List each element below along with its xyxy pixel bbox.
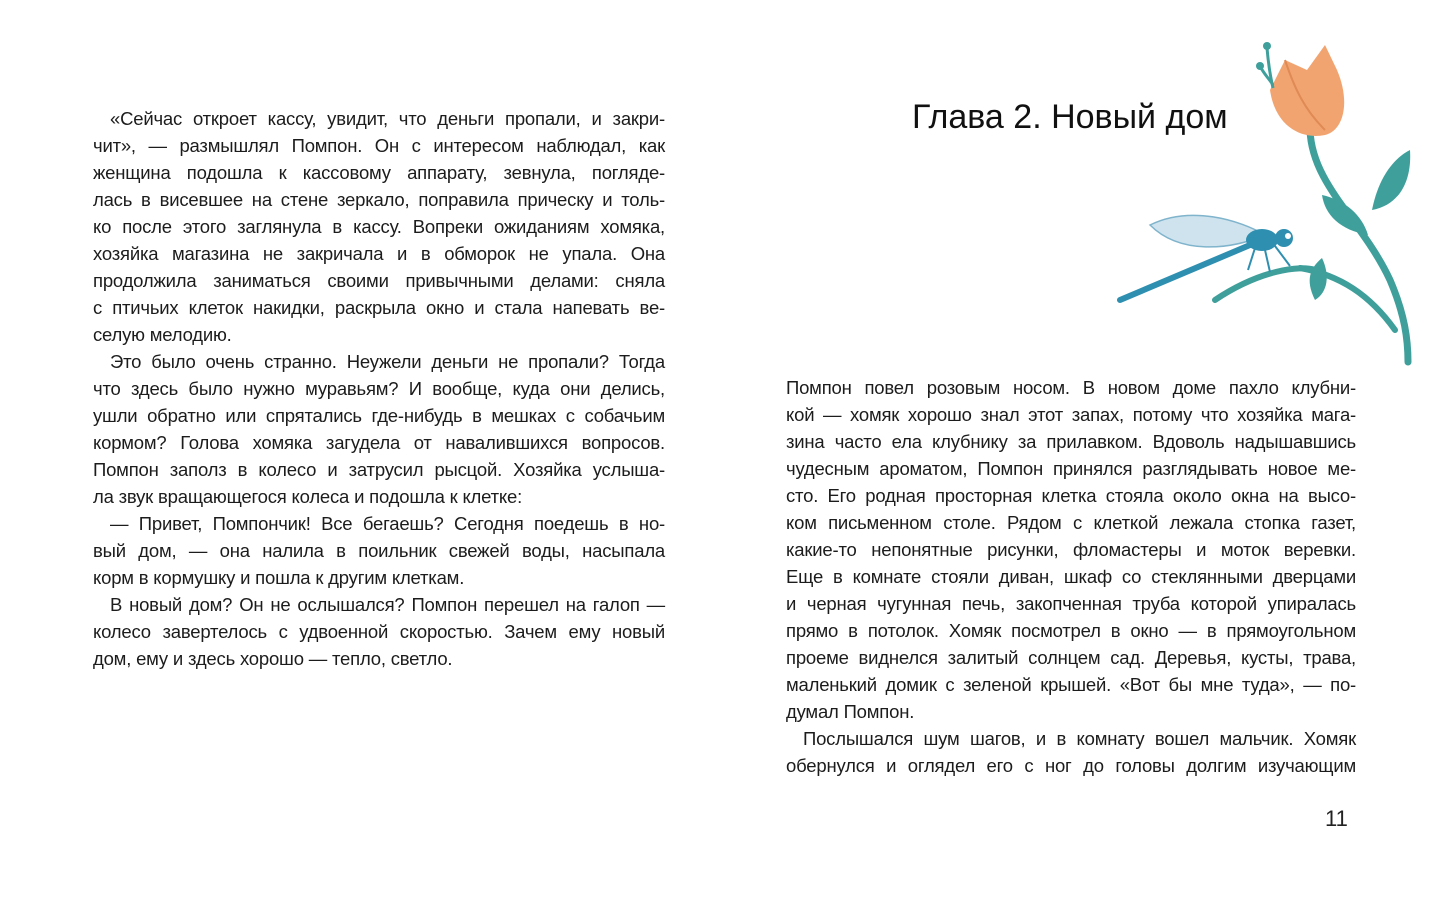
text-line: В новый дом? Он не ослышался? Помпон перешел на галоп —	[110, 594, 665, 615]
text-line: женщина подошла к кассовому аппарату, зевнула, погляде-	[93, 162, 665, 183]
text-line: селую мелодию.	[93, 324, 232, 345]
text-line: Еще в комнате стояли диван, шкаф со стеклянными дверцами	[786, 566, 1356, 587]
text-line: ла звук вращающегося колеса и подошла к клетке:	[93, 486, 523, 507]
text-line: дом, ему и здесь хорошо — тепло, светло.	[93, 648, 453, 669]
text-line: лась в висевшее на стене зеркало, поправила прическу и толь-	[93, 189, 665, 210]
text-line: колесо завертелось с удвоенной скоростью. Зачем ему новый	[93, 621, 665, 642]
text-line: кормом? Голова хомяка загудела от навалившихся вопросов.	[93, 432, 665, 453]
text-line: чудесным ароматом, Помпон принялся разглядывать новое ме-	[786, 458, 1356, 479]
text-line: корм в кормушку и пошла к другим клеткам.	[93, 567, 465, 588]
flower-dragonfly-illustration	[1100, 30, 1430, 370]
text-line: Помпон заполз в колесо и затрусил рысцой. Хозяйка услыша-	[93, 459, 665, 480]
text-line: продолжила заниматься своими привычными делами: сняла	[93, 270, 665, 291]
dragonfly-icon	[1120, 215, 1293, 300]
text-line: Помпон повел розовым носом. В новом доме пахло клубни-	[786, 377, 1356, 398]
text-line: что здесь было нужно муравьям? И вообще, куда они делись,	[93, 378, 665, 399]
text-line: маленький домик с зеленой крышей. «Вот бы мне туда», — по-	[786, 674, 1356, 695]
page-number: 11	[1325, 806, 1348, 831]
text-line: ушли обратно или спрятались где-нибудь в мешках с собачьим	[93, 405, 665, 426]
chapter-title: Глава 2. Новый дом	[912, 98, 1228, 136]
text-line: с птичьих клеток накидки, раскрыла окно и стала напевать ве-	[93, 297, 665, 318]
text-line: Это было очень странно. Неужели деньги не пропали? Тогда	[110, 351, 665, 372]
text-line: какие-то непонятные рисунки, фломастеры и моток веревки.	[786, 539, 1356, 560]
text-line: чит», — размышлял Помпон. Он с интересом наблюдал, как	[93, 135, 665, 156]
text-line: вый дом, — она налила в поильник свежей воды, насыпала	[93, 540, 665, 561]
tulip-flower-icon	[1256, 42, 1344, 136]
text-line: думал Помпон.	[786, 701, 915, 722]
text-line: проеме виднелся залитый солнцем сад. Деревья, кусты, трава,	[786, 647, 1356, 668]
text-line: ко после этого заглянула в кассу. Вопреки ожиданиям хомяка,	[93, 216, 665, 237]
text-line: «Сейчас откроет кассу, увидит, что деньги пропали, и закри-	[110, 108, 665, 129]
text-line: кой — хомяк хорошо знал этот запах, потому что хозяйка мага-	[786, 404, 1356, 425]
text-line: — Привет, Помпончик! Все бегаешь? Сегодня поедешь в но-	[110, 513, 665, 534]
text-line: обернулся и оглядел его с ног до головы долгим изучающим	[786, 755, 1356, 776]
text-line: сто. Его родная просторная клетка стояла около окна на высо-	[786, 485, 1356, 506]
text-line: зина часто ела клубнику за прилавком. Вдоволь надышавшись	[786, 431, 1356, 452]
text-line: Послышался шум шагов, и в комнату вошел мальчик. Хомяк	[803, 728, 1356, 749]
text-line: ком письменном столе. Рядом с клеткой лежала стопка газет,	[786, 512, 1356, 533]
text-line: и черная чугунная печь, закопченная труба которой упиралась	[786, 593, 1356, 614]
text-line: хозяйка магазина не закричала и в обморок не упала. Она	[93, 243, 665, 264]
text-line: прямо в потолок. Хомяк посмотрел в окно — в прямоугольном	[786, 620, 1356, 641]
